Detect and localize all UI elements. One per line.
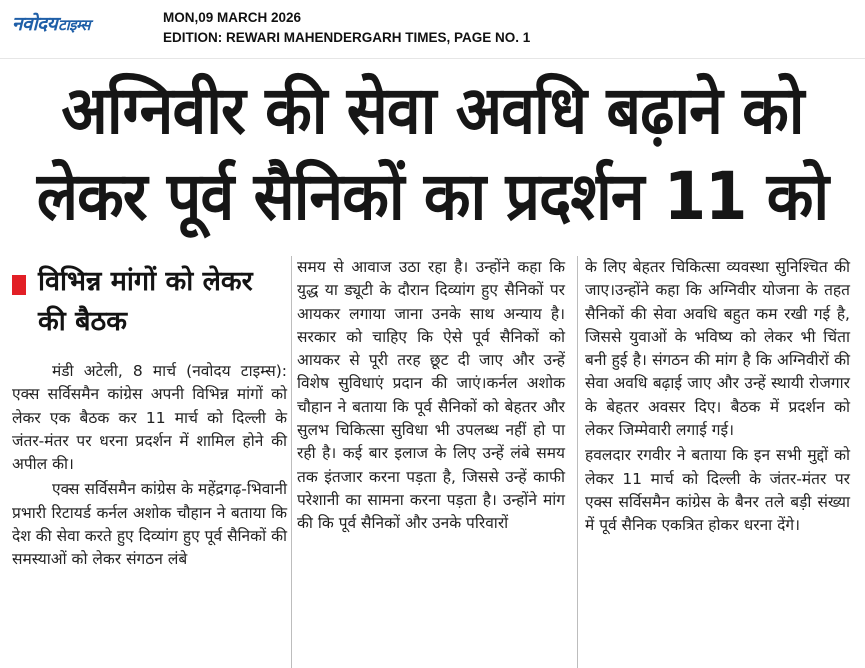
subhead-marker — [12, 275, 26, 295]
column-rule — [291, 256, 292, 668]
headline-line-1: अग्निवीर की सेवा अवधि बढ़ाने को — [61, 72, 804, 149]
headline-line-2: लेकर पूर्व सैनिकों का प्रदर्शन 11 को — [36, 158, 829, 235]
body-paragraph: एक्स सर्विसमैन कांग्रेस के महेंद्रगढ़-भिवानी प्रभारी रिटायर्ड कर्नल अशोक चौहान ने बताया कि देश की सेवा करते हुए दिव्यांग हुए पूर्व सैनिकों की समस्याओं को लेकर संगठन लंबे — [12, 480, 287, 569]
masthead — [0, 0, 865, 56]
logo-sub: टाइम्स — [58, 16, 90, 34]
subhead-block — [12, 262, 287, 342]
body-paragraph: समय से आवाज उठा रहा है। उन्होंने कहा कि युद्ध या ड्यूटी के दौरान दिव्यांग हुए सैनिकों पर आयकर लगाया जाना उनके साथ अन्याय है। सरकार को चाहिए कि ऐसे पूर्व सैनिकों को आयकर से पूरी तरह छूट दी जाए और उन्हें विशेष सुविधाएं प्रदान की जाएं।कर्नल अशोक चौहान ने बताया कि पूर्व सैनिकों को बेहतर और सुलभ चिकित्सा सुविधा भी उपलब्ध नहीं हो पा रही है। कई बार इलाज के लिए उन्हें लंबे समय तक इंतजार करना पड़ता है, जिससे उन्हें काफी परेशानी का सामना करना पड़ता है। उन्होंने मांग की कि पूर्व सैनिकों और उनके परिवारों — [297, 258, 565, 533]
article-column-1 — [12, 256, 287, 572]
article-headline — [0, 68, 865, 240]
body-paragraph: के लिए बेहतर चिकित्सा व्यवस्था सुनिश्चित की जाए।उन्होंने कहा कि अग्निवीर योजना के तहत सैनिकों की सेवा अवधि बहुत कम रखी गई है, जिससे युवाओं के भविष्य को लेकर भी चिंता बनी हुई है। संगठन की मांग है कि अग्निवीरों की सेवा अवधि बढ़ाई जाए और उन्हें स्थायी रोजगार के बेहतर अवसर दिए। बैठक में प्रदर्शन को लेकर जिम्मेवारी लगाई गई। — [585, 258, 850, 440]
column-rule — [577, 256, 578, 668]
edition-label: EDITION: REWARI MAHENDERGARH TIMES, PAGE NO. 1 — [163, 30, 531, 45]
body-paragraph: हवलदार रगवीर ने बताया कि इन सभी मुद्दों को लेकर 11 मार्च को दिल्ली के जंतर-मंतर पर एक्स सर्विसमैन कांग्रेस के बैनर तले बड़ी संख्या में पूर्व सैनिक एकत्रित होकर धरना देंगे। — [585, 446, 850, 535]
article-column-2 — [297, 256, 565, 536]
subhead: विभिन्न मांगों को लेकर की बैठक — [38, 266, 253, 337]
masthead-divider — [0, 58, 865, 59]
article-column-3 — [585, 256, 850, 538]
body-paragraph: मंडी अटेली, 8 मार्च (नवोदय टाइम्स): एक्स सर्विसमैन कांग्रेस अपनी विभिन्न मांगों को लेकर एक बैठक कर 11 मार्च को दिल्ली के जंतर-मंतर पर धरना प्रदर्शन में शामिल होने की अपील की। — [12, 362, 287, 474]
edition-info — [163, 8, 530, 48]
logo-main: नवोदय — [12, 13, 58, 35]
newspaper-logo — [12, 10, 90, 36]
issue-date: MON,09 MARCH 2026 — [163, 10, 302, 25]
